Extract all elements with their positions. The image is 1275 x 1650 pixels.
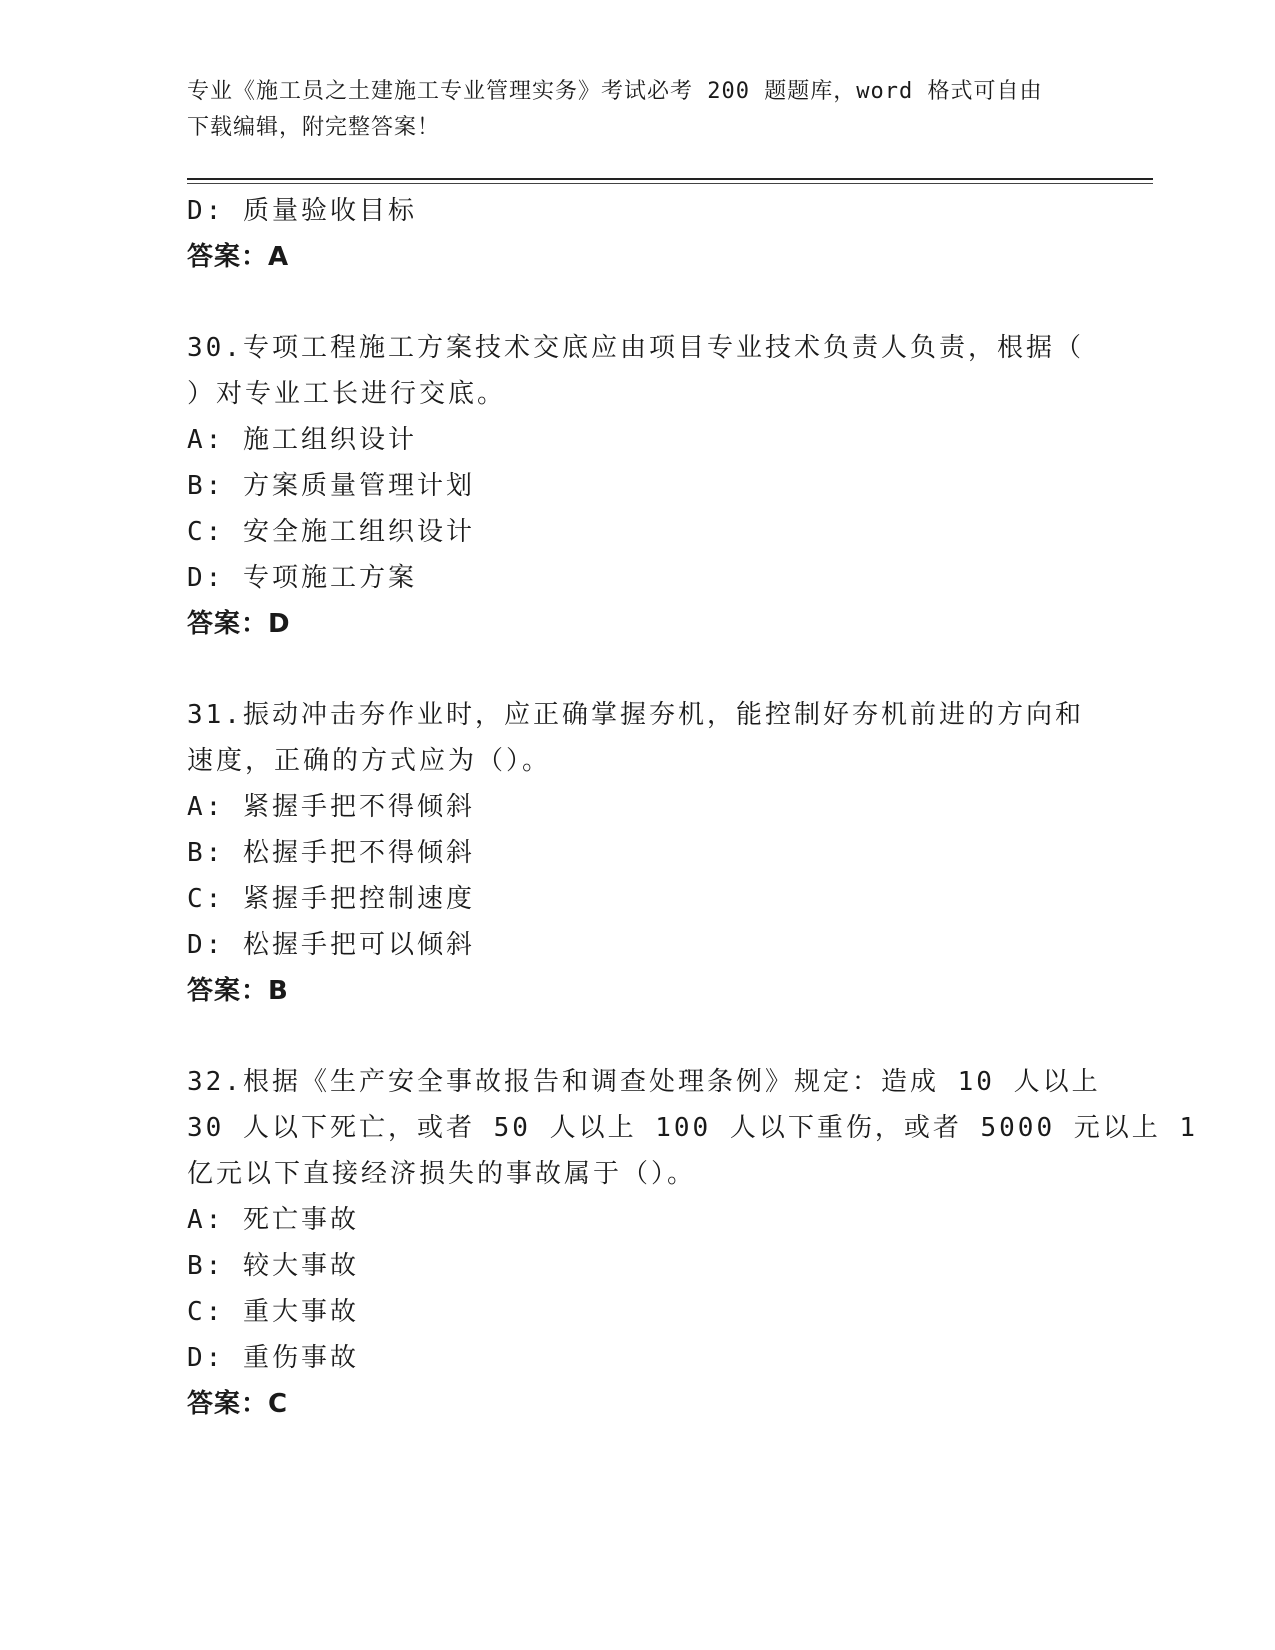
- answer: 答案：C: [187, 1389, 289, 1419]
- option-c: C: 重大事故: [187, 1297, 359, 1327]
- option-b: B: 松握手把不得倾斜: [187, 838, 475, 868]
- header-divider-thin: [187, 183, 1153, 184]
- question-text-line: 速度，正确的方式应为（）。: [187, 746, 552, 776]
- header-line-1: 专业《施工员之土建施工专业管理实务》考试必考 200 题题库，word 格式可自由: [187, 79, 1043, 104]
- header-line-2: 下载编辑，附完整答案！: [187, 115, 441, 140]
- answer: 答案：B: [187, 976, 289, 1006]
- option-a: A: 施工组织设计: [187, 425, 417, 455]
- answer: 答案：D: [187, 609, 291, 639]
- option-b: B: 方案质量管理计划: [187, 471, 475, 501]
- option-b: B: 较大事故: [187, 1251, 359, 1281]
- document-body: [187, 188, 1199, 1427]
- option-d: D: 重伤事故: [187, 1343, 359, 1373]
- header-divider-thick: [187, 178, 1153, 180]
- question-31: [187, 692, 1087, 1014]
- question-30: [187, 325, 1087, 647]
- question-text-line: 30 人以下死亡，或者 50 人以上 100 人以下重伤，或者 5000 元以上 1: [187, 1113, 1199, 1143]
- option-d: D: 松握手把可以倾斜: [187, 930, 475, 960]
- question-text-line: 亿元以下直接经济损失的事故属于（）。: [187, 1159, 697, 1189]
- option-a: A: 紧握手把不得倾斜: [187, 792, 475, 822]
- option-d: D: 质量验收目标: [187, 196, 417, 226]
- option-d: D: 专项施工方案: [187, 563, 417, 593]
- option-a: A: 死亡事故: [187, 1205, 359, 1235]
- answer: 答案：A: [187, 242, 290, 272]
- option-c: C: 紧握手把控制速度: [187, 884, 475, 914]
- question-text-line: 32.根据《生产安全事故报告和调查处理条例》规定：造成 10 人以上: [187, 1067, 1101, 1097]
- question-text-line: 30.专项工程施工方案技术交底应由项目专业技术负责人负责，根据（: [187, 333, 1084, 363]
- continued-question: [187, 188, 1087, 280]
- question-32: [187, 1059, 1199, 1427]
- question-text-line: ）对专业工长进行交底。: [187, 379, 507, 409]
- document-header: [187, 74, 1067, 146]
- option-c: C: 安全施工组织设计: [187, 517, 475, 547]
- question-text-line: 31.振动冲击夯作业时，应正确掌握夯机，能控制好夯机前进的方向和: [187, 700, 1084, 730]
